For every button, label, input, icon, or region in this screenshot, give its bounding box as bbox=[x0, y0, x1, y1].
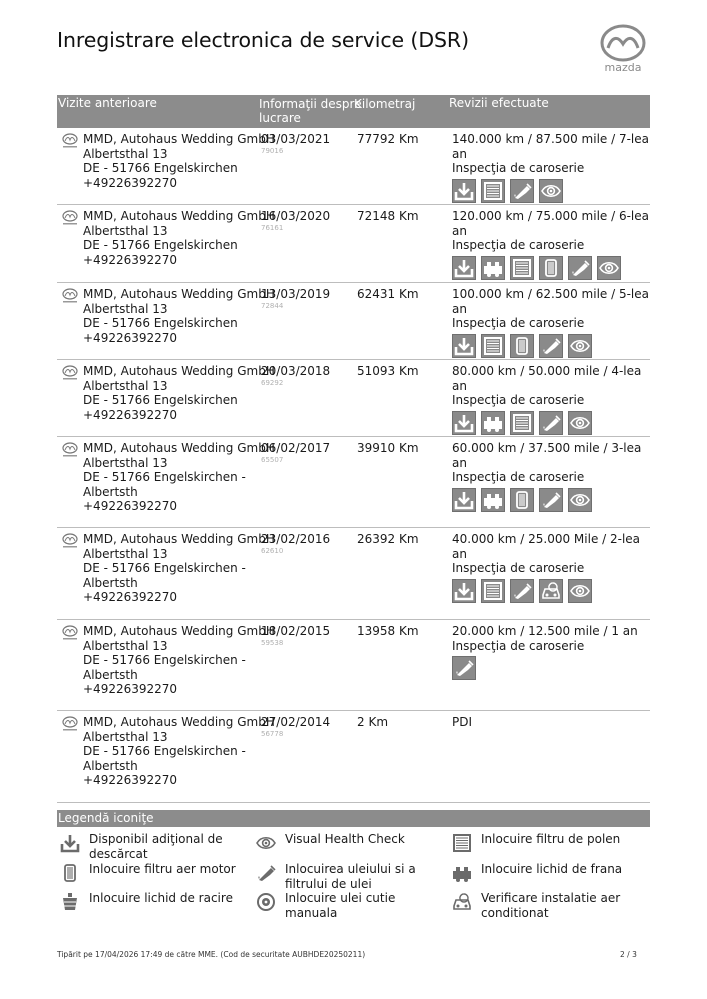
revision-line: 20.000 km / 12.500 mile / 1 an bbox=[452, 624, 638, 638]
mazda-logo bbox=[594, 22, 652, 74]
revision-line: 140.000 km / 87.500 mile / 7-lea an bbox=[452, 132, 649, 161]
coolant-icon bbox=[57, 889, 83, 915]
dealer-line: +49226392270 bbox=[83, 590, 178, 604]
odometer-reading: 51093 Km bbox=[357, 364, 419, 378]
service-icons bbox=[452, 334, 650, 358]
header-revisions: Revizii efectuate bbox=[449, 96, 549, 110]
dealer-line: Albertsthal 13 bbox=[83, 546, 168, 561]
legend-item bbox=[449, 860, 649, 886]
service-icons bbox=[452, 488, 650, 512]
dealer-line: Albertsthal 13 bbox=[83, 223, 168, 238]
dealer-line: +49226392270 bbox=[83, 252, 178, 267]
header-work-info-line2: lucrare bbox=[259, 111, 301, 125]
legend-label: Visual Health Check bbox=[285, 832, 405, 846]
page-number: 2 / 3 bbox=[620, 950, 637, 959]
dealer-line: DE - 51766 Engelskirchen bbox=[83, 393, 238, 407]
revision-info bbox=[452, 209, 650, 280]
revision-info bbox=[452, 532, 650, 603]
odometer-reading: 72148 Km bbox=[357, 209, 419, 223]
air-filter-icon bbox=[510, 334, 534, 358]
pollen-filter-icon bbox=[510, 411, 534, 435]
brake-fluid-icon bbox=[481, 256, 505, 280]
dealer-line: +49226392270 bbox=[83, 175, 178, 190]
legend-item bbox=[57, 860, 247, 886]
odometer-reading: 77792 Km bbox=[357, 132, 419, 146]
revision-line: Inspecţia de caroserie bbox=[452, 161, 585, 175]
service-icons bbox=[452, 579, 650, 603]
table-row bbox=[57, 205, 650, 283]
dealer-line: DE - 51766 Engelskirchen bbox=[83, 238, 238, 252]
oil-filter-icon bbox=[539, 488, 563, 512]
pollen-filter-icon bbox=[449, 830, 475, 856]
revision-line: PDI bbox=[452, 715, 473, 729]
eye-icon bbox=[568, 411, 592, 435]
table-row bbox=[57, 128, 650, 205]
table-row bbox=[57, 711, 650, 803]
legend-label: Disponibil adiţional de descărcat bbox=[89, 832, 223, 861]
mazda-dealer-icon bbox=[60, 210, 80, 226]
legend-item bbox=[253, 889, 443, 920]
job-code: 65507 bbox=[261, 456, 284, 464]
table-row bbox=[57, 528, 650, 620]
header-visits: Vizite anterioare bbox=[58, 96, 157, 110]
download-icon bbox=[452, 179, 476, 203]
dealer-line: DE - 51766 Engelskirchen - bbox=[83, 744, 246, 758]
pollen-filter-icon bbox=[481, 334, 505, 358]
service-icons bbox=[452, 411, 650, 435]
job-code: 59538 bbox=[261, 639, 284, 647]
dealer-line: Albertsthal 13 bbox=[83, 378, 168, 393]
odometer-reading: 39910 Km bbox=[357, 441, 419, 455]
odometer-reading: 62431 Km bbox=[357, 287, 419, 301]
revision-line: Inspecţia de caroserie bbox=[452, 393, 585, 407]
legend-item bbox=[253, 860, 443, 891]
svg-text:mazda: mazda bbox=[604, 61, 642, 74]
dealer-line: Albertsthal 13 bbox=[83, 301, 168, 316]
revision-line: 60.000 km / 37.500 mile / 3-lea an bbox=[452, 441, 642, 470]
revision-info bbox=[452, 364, 650, 435]
pollen-filter-icon bbox=[481, 579, 505, 603]
revision-line: Inspecţia de caroserie bbox=[452, 238, 585, 252]
revision-line: 40.000 km / 25.000 Mile / 2-lea an bbox=[452, 532, 641, 561]
dealer-line: Albertsth bbox=[83, 667, 138, 682]
service-icons bbox=[452, 656, 650, 680]
revision-info bbox=[452, 287, 650, 358]
brake-fluid-icon bbox=[481, 411, 505, 435]
brake-fluid-icon bbox=[481, 488, 505, 512]
job-code: 79016 bbox=[261, 147, 284, 155]
dealer-line: MMD, Autohaus Wedding GmbH bbox=[83, 441, 275, 455]
legend-label: Verificare instalatie aer conditionat bbox=[481, 891, 621, 920]
odometer-reading: 2 Km bbox=[357, 715, 389, 729]
mazda-dealer-icon bbox=[60, 625, 80, 641]
air-filter-icon bbox=[57, 860, 83, 886]
dealer-line: Albertsth bbox=[83, 758, 138, 773]
legend-item bbox=[449, 830, 649, 856]
air-filter-icon bbox=[539, 256, 563, 280]
revision-line: Inspecţia de caroserie bbox=[452, 561, 585, 575]
legend-label: Inlocuirea uleiului si a filtrului de ulei bbox=[285, 862, 416, 891]
dealer-line: DE - 51766 Engelskirchen - bbox=[83, 653, 246, 667]
legend-title: Legendă iconiţe bbox=[57, 810, 650, 827]
odometer-reading: 26392 Km bbox=[357, 532, 419, 546]
oil-filter-icon bbox=[510, 579, 534, 603]
odometer-reading: 13958 Km bbox=[357, 624, 419, 638]
table-header bbox=[57, 95, 650, 128]
revision-line: Inspecţia de caroserie bbox=[452, 638, 585, 653]
dealer-line: MMD, Autohaus Wedding GmbH bbox=[83, 132, 275, 146]
eye-icon bbox=[539, 179, 563, 203]
revision-info bbox=[452, 132, 650, 203]
dealer-line: MMD, Autohaus Wedding GmbH bbox=[83, 209, 275, 223]
download-icon bbox=[57, 830, 83, 856]
table-row bbox=[57, 360, 650, 437]
brake-fluid-icon bbox=[449, 860, 475, 886]
revision-info bbox=[452, 715, 650, 730]
job-code: 56778 bbox=[261, 730, 284, 738]
legend-label: Inlocuire ulei cutie manuala bbox=[285, 891, 396, 920]
visit-date: 23/02/2016 bbox=[261, 532, 331, 546]
eye-icon bbox=[568, 579, 592, 603]
visit-date: 16/03/2020 bbox=[261, 209, 331, 223]
mazda-dealer-icon bbox=[60, 133, 80, 149]
dealer-line: Albertsth bbox=[83, 575, 138, 590]
eye-icon bbox=[597, 256, 621, 280]
eye-icon bbox=[253, 830, 279, 856]
dealer-line: +49226392270 bbox=[83, 682, 178, 696]
revision-line: Inspecţia de caroserie bbox=[452, 316, 585, 330]
oil-filter-icon bbox=[253, 860, 279, 886]
legend-item bbox=[449, 889, 649, 920]
dealer-line: MMD, Autohaus Wedding GmbH bbox=[83, 715, 275, 729]
dealer-line: MMD, Autohaus Wedding GmbH bbox=[83, 364, 275, 378]
revision-line: 120.000 km / 75.000 mile / 6-lea an bbox=[452, 209, 649, 238]
legend-label: Inlocuire filtru aer motor bbox=[89, 862, 236, 876]
dealer-line: Albertsthal 13 bbox=[83, 729, 168, 744]
job-code: 69292 bbox=[261, 379, 284, 387]
download-icon bbox=[452, 334, 476, 358]
dealer-line: MMD, Autohaus Wedding GmbH bbox=[83, 287, 275, 301]
dealer-line: Albertsthal 13 bbox=[83, 638, 168, 653]
eye-icon bbox=[568, 334, 592, 358]
header-work-info-line1: Informaţii despre bbox=[259, 97, 362, 111]
mazda-dealer-icon bbox=[60, 288, 80, 304]
legend-label: Inlocuire lichid de racire bbox=[89, 891, 233, 905]
job-code: 72844 bbox=[261, 302, 284, 310]
legend-item bbox=[57, 830, 247, 861]
revision-info bbox=[452, 624, 650, 680]
visit-date: 13/03/2019 bbox=[261, 287, 331, 301]
legend-item bbox=[57, 889, 247, 915]
download-icon bbox=[452, 411, 476, 435]
ac-check-icon bbox=[539, 579, 563, 603]
dealer-line: Albertsth bbox=[83, 484, 138, 499]
dealer-line: DE - 51766 Engelskirchen - bbox=[83, 561, 246, 575]
dealer-line: MMD, Autohaus Wedding GmbH bbox=[83, 532, 275, 546]
dealer-line: DE - 51766 Engelskirchen bbox=[83, 161, 238, 175]
dealer-line: +49226392270 bbox=[83, 330, 178, 345]
legend-item bbox=[253, 830, 443, 856]
oil-filter-icon bbox=[539, 411, 563, 435]
visit-date: 06/02/2017 bbox=[261, 441, 331, 455]
visit-date: 20/03/2018 bbox=[261, 364, 331, 378]
mazda-dealer-icon bbox=[60, 533, 80, 549]
job-code: 62610 bbox=[261, 547, 284, 555]
ac-check-icon bbox=[449, 889, 475, 915]
revision-info bbox=[452, 441, 650, 512]
revision-line: 100.000 km / 62.500 mile / 5-lea an bbox=[452, 287, 649, 316]
oil-filter-icon bbox=[568, 256, 592, 280]
table-row bbox=[57, 437, 650, 528]
revision-line: 80.000 km / 50.000 mile / 4-lea an bbox=[452, 364, 642, 393]
pollen-filter-icon bbox=[481, 179, 505, 203]
eye-icon bbox=[568, 488, 592, 512]
print-footer: Tipărit pe 17/04/2026 17:49 de către MME. (Cod de securitate AUBHDE20250211) bbox=[57, 950, 366, 959]
legend-label: Inlocuire filtru de polen bbox=[481, 832, 621, 846]
dealer-line: +49226392270 bbox=[83, 407, 178, 422]
service-icons bbox=[452, 179, 650, 203]
page-title: Inregistrare electronica de service (DSR) bbox=[57, 28, 469, 52]
dealer-line: Albertsthal 13 bbox=[83, 146, 168, 161]
dealer-line: +49226392270 bbox=[83, 773, 178, 787]
header-odometer: Kilometraj bbox=[354, 97, 416, 111]
download-icon bbox=[452, 488, 476, 512]
download-icon bbox=[452, 256, 476, 280]
visit-date: 27/02/2014 bbox=[261, 715, 331, 729]
table-row bbox=[57, 620, 650, 711]
mazda-dealer-icon bbox=[60, 365, 80, 381]
service-history-table bbox=[57, 128, 650, 803]
table-row bbox=[57, 283, 650, 360]
air-filter-icon bbox=[510, 488, 534, 512]
dealer-line: DE - 51766 Engelskirchen bbox=[83, 316, 238, 330]
dealer-line: +49226392270 bbox=[83, 499, 178, 513]
service-icons bbox=[452, 256, 650, 280]
gearbox-oil-icon bbox=[253, 889, 279, 915]
download-icon bbox=[452, 579, 476, 603]
dealer-line: Albertsthal 13 bbox=[83, 455, 168, 470]
oil-filter-icon bbox=[510, 179, 534, 203]
dealer-line: DE - 51766 Engelskirchen - bbox=[83, 470, 246, 484]
oil-filter-icon bbox=[539, 334, 563, 358]
oil-filter-icon bbox=[452, 656, 476, 680]
mazda-dealer-icon bbox=[60, 442, 80, 458]
legend-label: Inlocuire lichid de frana bbox=[481, 862, 623, 876]
dealer-line: MMD, Autohaus Wedding GmbH bbox=[83, 624, 275, 638]
mazda-dealer-icon bbox=[60, 716, 80, 732]
revision-line: Inspecţia de caroserie bbox=[452, 470, 585, 484]
visit-date: 18/02/2015 bbox=[261, 624, 331, 638]
header-work-info bbox=[259, 97, 362, 125]
job-code: 76161 bbox=[261, 224, 284, 232]
pollen-filter-icon bbox=[510, 256, 534, 280]
visit-date: 03/03/2021 bbox=[261, 132, 331, 146]
